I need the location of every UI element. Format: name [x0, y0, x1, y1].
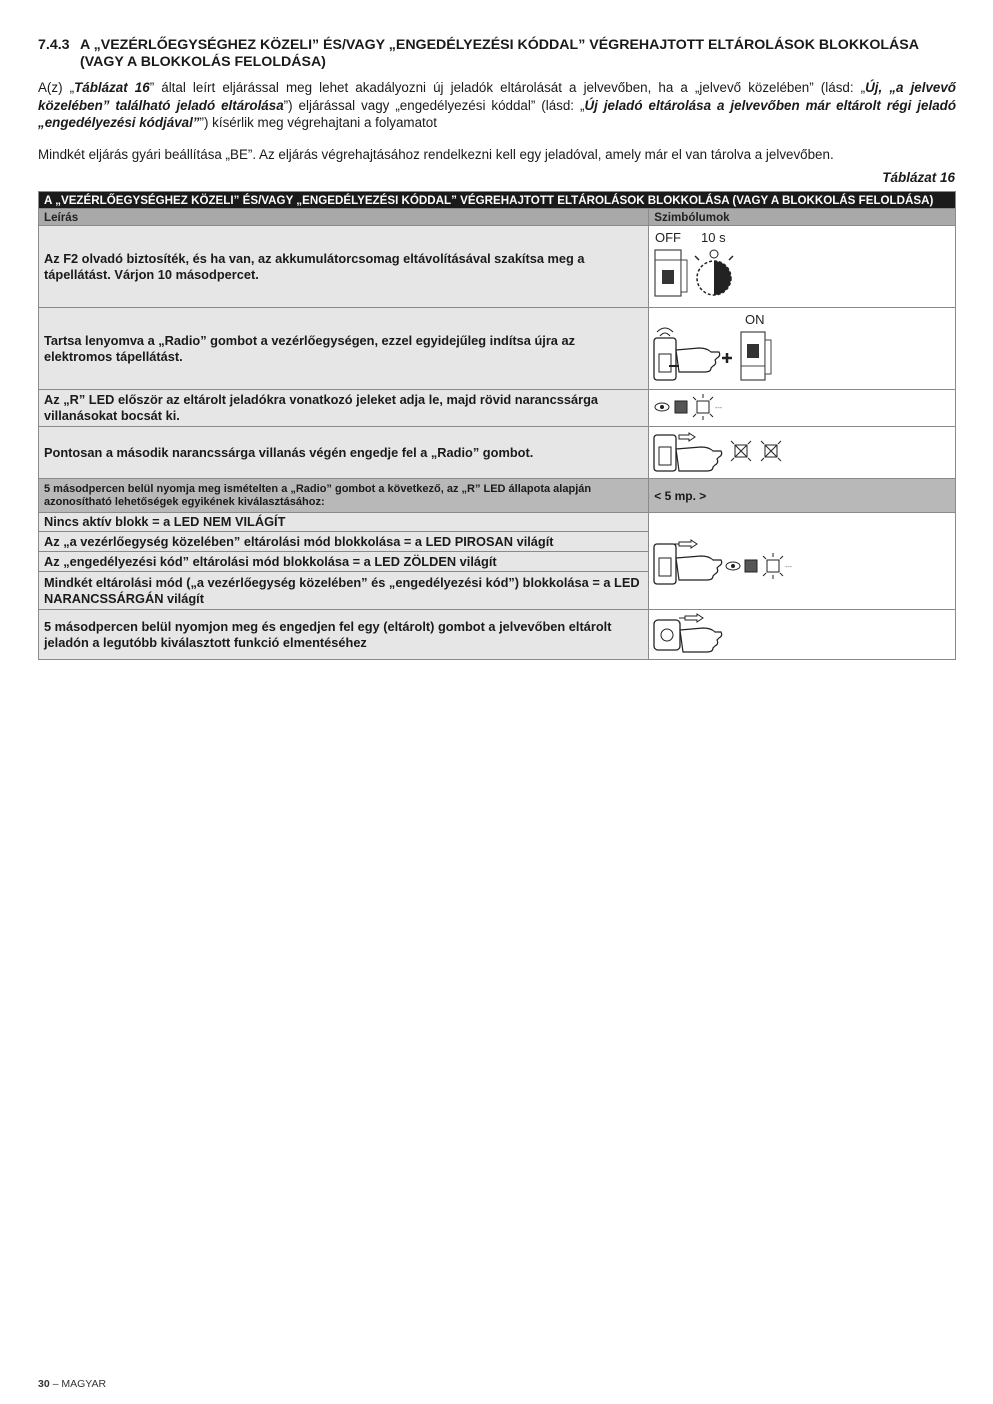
symbol-power-off-wait — [649, 226, 956, 308]
page-footer — [38, 1378, 106, 1390]
transmitter-hand-icon — [649, 610, 739, 656]
symbol-release-button — [649, 427, 956, 479]
on-label: ON — [745, 312, 765, 327]
symbol-led-flash — [649, 390, 956, 427]
text-span: A(z) „ — [38, 80, 75, 95]
procedure-table — [38, 191, 956, 660]
text-span: ” által leírt eljárással meg lehet akadályozni új jeladók eltárolását a jelvevőben, ha a „jelvevő közelében” (lásd: „ — [149, 80, 866, 95]
section-number: 7.4.3 — [38, 37, 70, 53]
step-release-radio: Pontosan a második narancssárga villanás végén engedje fel a „Radio” gombot. — [39, 427, 649, 479]
hand-press-led-icon — [649, 530, 809, 590]
procedure-reference: Új, „a jelvevő közelében” található jeladó eltárolása — [38, 80, 956, 113]
text-span: ”) kísérlik meg végrehajtani a folyamatot — [199, 115, 437, 130]
column-header-description: Leírás — [39, 209, 649, 226]
option-block-near-unit: Az „a vezérlőegység közelében” eltárolási mód blokkolása = a LED PIROSAN világít — [39, 532, 649, 552]
symbol-hold-power-on — [649, 308, 956, 390]
section-heading — [38, 37, 958, 71]
option-block-enable-code: Az „engedélyezési kód” eltárolási mód blokkolása = a LED ZÖLDEN világít — [39, 552, 649, 572]
column-header-symbols: Szimbólumok — [649, 209, 956, 226]
symbol-transmitter-press — [649, 610, 956, 660]
step-select-option: 5 másodpercen belül nyomja meg ismételten a „Radio” gombot a következő, az „R” LED állapota alapján azonosítható lehetőségek egyikének kiválasztásához: — [39, 479, 649, 513]
eye-led-flash-icon — [649, 392, 739, 422]
hand-breaker-on-icon — [649, 308, 779, 386]
breaker-timer-icon — [649, 226, 769, 304]
time-label: 10 s — [701, 230, 726, 245]
heading-line-2: (VAGY A BLOKKOLÁS FELOLDÁSA) — [80, 54, 326, 70]
step-hold-radio-restart: Tartsa lenyomva a „Radio” gombot a vezérlőegységen, ezzel egyidejűleg indítsa újra az elektromos tápellátást. — [39, 308, 649, 390]
symbol-time-limit: < 5 mp. > — [649, 479, 956, 513]
procedure-reference: Új jeladó eltárolása a jelvevőben már eltárolt régi jeladó „engedélyezési kódjával” — [38, 97, 956, 130]
heading-line-1: A „VEZÉRLŐEGYSÉGHEZ KÖZELI” ÉS/VAGY „ENGEDÉLYEZÉSI KÓDDAL” VÉGREHAJTOTT ELTÁROLÁSOK BLOKKOLÁSA — [80, 37, 919, 53]
page-number: 30 — [38, 1378, 50, 1390]
option-no-block: Nincs aktív blokk = a LED NEM VILÁGÍT — [39, 513, 649, 532]
svg-text:---: --- — [785, 563, 793, 571]
table-caption: Táblázat 16 — [882, 170, 955, 185]
step-power-off: Az F2 olvadó biztosíték, és ha van, az akkumulátorcsomag eltávolításával szakítsa meg a tápellátást. Várjon 10 másodpercet. — [39, 226, 649, 308]
table-reference: Táblázat 16 — [74, 80, 150, 95]
option-block-both: Mindkét eltárolási mód („a vezérlőegység közelében” és „engedélyezési kód”) blokkolása = a LED NARANCSSÁRGÁN világít — [39, 572, 649, 610]
symbol-press-led — [649, 513, 956, 610]
default-setting-paragraph: Mindkét eljárás gyári beállítása „BE”. Az eljárás végrehajtásához rendelkezni kell egy jeladóval, amely már el van tárolva a jelvevőben. — [38, 147, 834, 162]
intro-paragraph — [38, 79, 956, 132]
off-label: OFF — [655, 230, 682, 245]
table-title: A „VEZÉRLŐEGYSÉGHEZ KÖZELI” ÉS/VAGY „ENGEDÉLYEZÉSI KÓDDAL” VÉGREHAJTOTT ELTÁROLÁSOK BLOKKOLÁSA (VAGY A BLOKKOLÁS FELOLDÁSA) — [39, 192, 956, 209]
text-span: ”) eljárással vagy „engedélyezési kóddal” (lásd: „ — [283, 97, 585, 113]
svg-text:---: --- — [715, 404, 723, 412]
step-save-function: 5 másodpercen belül nyomjon meg és engedjen fel egy (eltárolt) gombot a jelvevőben eltárolt jeladón a legutóbb kiválasztott funkció elmentéséhez — [39, 610, 649, 660]
footer-language: – MAGYAR — [49, 1378, 107, 1390]
hand-release-flash-icon — [649, 427, 799, 475]
step-led-signals: Az „R” LED először az eltárolt jeladókra vonatkozó jeleket adja le, majd rövid narancssárga villanásokat bocsát ki. — [39, 390, 649, 427]
